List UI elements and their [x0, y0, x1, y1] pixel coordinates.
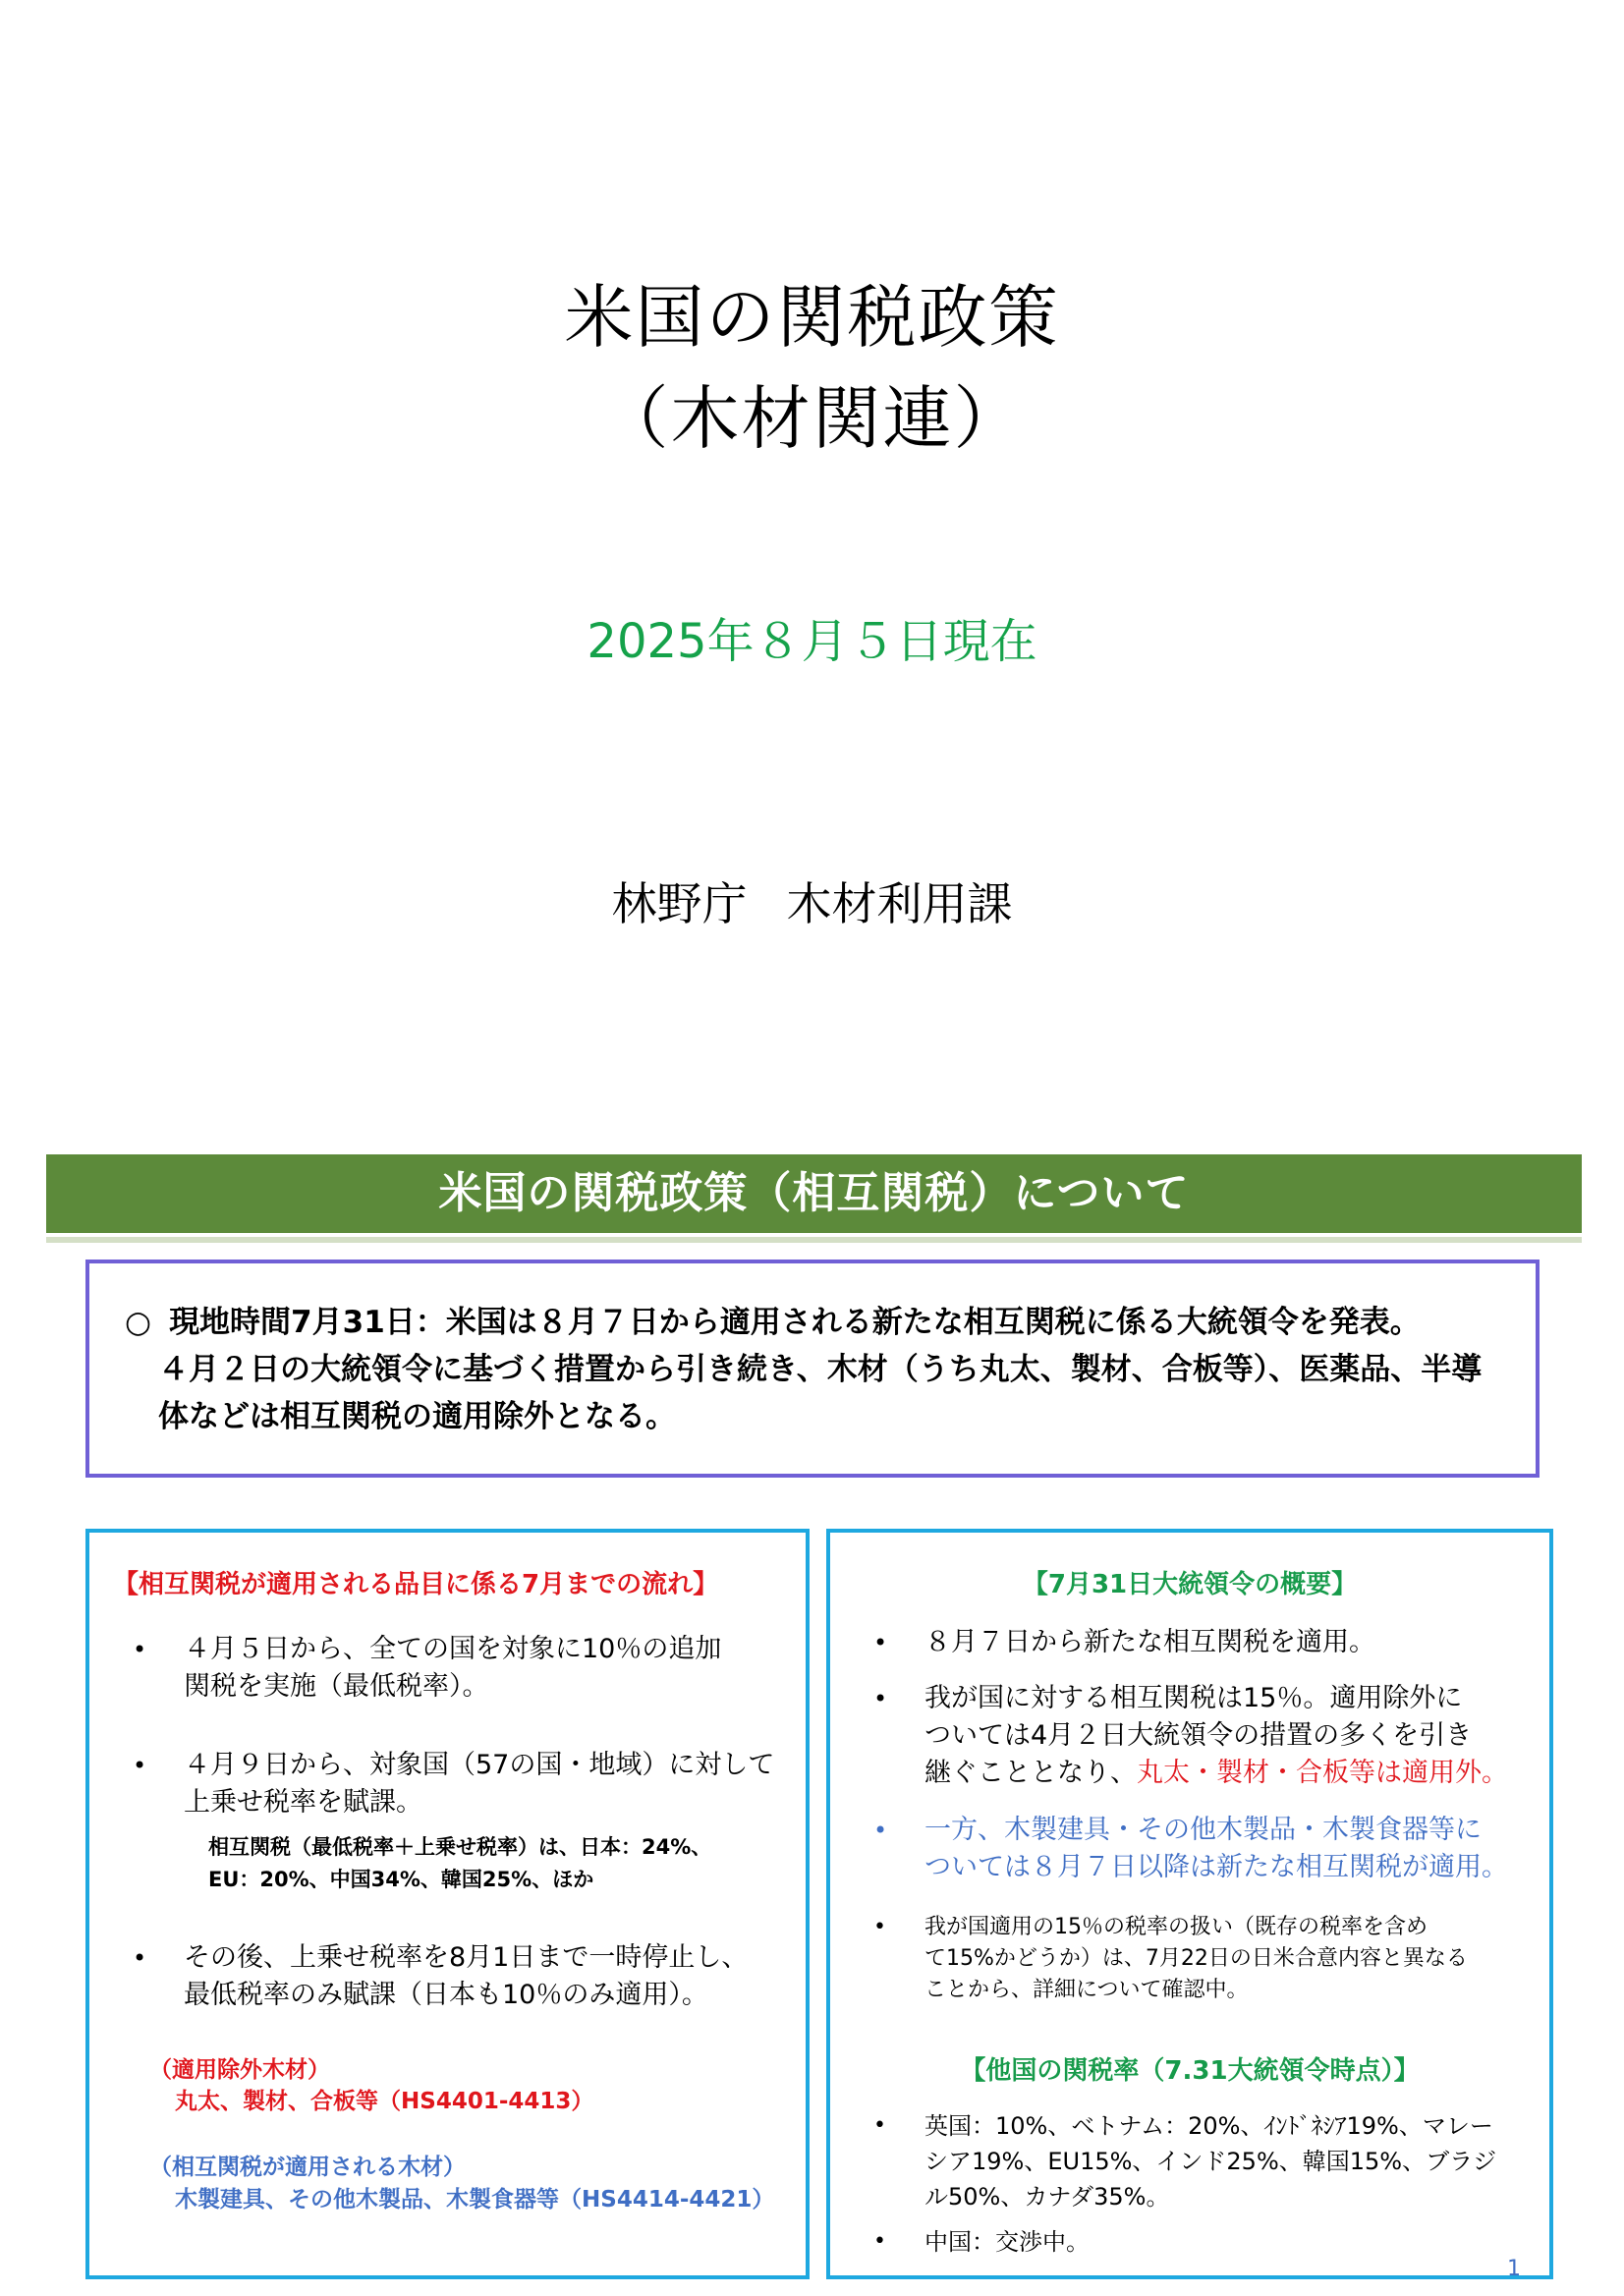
summary-line-2: ４月２日の大統領令に基づく措置から引き続き、木材（うち丸太、製材、合板等）、医薬品、半導 — [158, 1352, 1483, 1387]
right-heading: 【7月31日大統領令の概要】 — [1022, 1570, 1358, 1599]
right-bullet-4-line-2: て15%かどうか）は、7月22日の日米合意内容と異なる — [924, 1946, 1468, 1971]
title-line-1: 米国の関税政策 — [564, 277, 1060, 358]
bullet-dot-icon: • — [873, 2229, 886, 2254]
right-heading-2: 【他国の関税率（7.31大統領令時点）】 — [960, 2056, 1420, 2086]
title-line-2: （木材関連） — [599, 378, 1025, 459]
right-bullet-2-line-3-b: 丸太・製材・合板等は適用外。 — [1137, 1758, 1508, 1788]
summary-line-1 — [125, 1299, 1510, 1346]
left-note-line-2: EU：20%、中国34%、韓国25%、ほか — [208, 1868, 594, 1891]
right-bullet-2-line-2: ついては4月２日大統領令の措置の多くを引き — [924, 1720, 1473, 1751]
bullet-dot-icon: • — [873, 1817, 888, 1844]
right-bullet-5 — [873, 2108, 1514, 2214]
excluded-wood-label: （適用除外木材） — [149, 2057, 330, 2083]
summary-line-1-text: 現地時間7月31日：米国は８月７日から適用される新たな相互関税に係る大統領令を発表。 — [169, 1305, 1421, 1340]
summary-text — [125, 1299, 1510, 1440]
right-bullet-6 — [873, 2224, 1514, 2260]
date: 2025年８月５日現在 — [587, 614, 1037, 669]
left-heading: 【相互関税が適用される品目に係る7月までの流れ】 — [113, 1570, 719, 1599]
right-bullet-6-text: 中国：交渉中。 — [924, 2228, 1090, 2256]
summary-box — [85, 1260, 1540, 1478]
bullet-dot-icon: • — [873, 1685, 888, 1712]
right-column — [826, 1529, 1553, 2279]
right-bullet-5-line-1: 英国：10%、ベトナム：20%、ｲﾝﾄﾞﾈｼｱ19%、マレー — [924, 2112, 1493, 2140]
left-note-line-1: 相互関税（最低税率＋上乗せ税率）は、日本：24%、 — [208, 1835, 712, 1859]
excluded-wood-items: 丸太、製材、合板等（HS4401-4413） — [175, 2089, 594, 2114]
page-number: 1 — [1507, 2257, 1521, 2281]
left-bullet-3 — [133, 1939, 793, 2014]
section-banner: 米国の関税政策（相互関税）について — [46, 1154, 1582, 1233]
left-bullet-3-line-1: その後、上乗せ税率を8月1日まで一時停止し、 — [184, 1942, 749, 1973]
summary-line-3: 体などは相互関税の適用除外となる。 — [158, 1399, 676, 1434]
right-bullet-2 — [873, 1680, 1543, 1792]
right-bullet-2-line-3-a: 継ぐこととなり、 — [924, 1758, 1137, 1788]
circle-bullet-icon: ○ — [125, 1305, 152, 1340]
bullet-dot-icon: • — [873, 2113, 886, 2138]
org-division: 木材利用課 — [786, 877, 1013, 930]
bullet-dot-icon: • — [133, 1944, 147, 1972]
left-bullet-3-line-2: 最低税率のみ賦課（日本も10％のみ適用）。 — [184, 1980, 708, 2010]
right-bullet-5-line-2: シア19%、EU15%、インド25%、韓国15%、ブラジ — [924, 2148, 1497, 2175]
left-bullet-1 — [133, 1631, 793, 1706]
right-bullet-1 — [873, 1624, 1543, 1661]
applied-wood-label: （相互関税が適用される木材） — [149, 2155, 466, 2180]
right-bullet-2-line-3 — [924, 1755, 1543, 1792]
banner-shadow — [46, 1237, 1582, 1243]
right-bullet-1-text: ８月７日から新たな相互関税を適用。 — [924, 1627, 1375, 1657]
left-bullet-1-line-1: ４月５日から、全ての国を対象に10％の追加 — [184, 1634, 722, 1664]
left-bullet-2 — [133, 1747, 793, 1821]
right-bullet-2-line-1: 我が国に対する相互関税は15％。適用除外に — [924, 1683, 1463, 1713]
right-bullet-4-line-3: ことから、詳細について確認中。 — [924, 1978, 1249, 2002]
bullet-dot-icon: • — [133, 1636, 147, 1663]
right-bullet-5-line-3: ル50%、カナダ35%。 — [924, 2183, 1170, 2211]
left-bullet-1-line-2: 関税を実施（最低税率）。 — [184, 1671, 489, 1702]
right-bullet-4-line-1: 我が国適用の15％の税率の扱い（既存の税率を含め — [924, 1915, 1428, 1939]
left-note — [208, 1831, 788, 1896]
applied-wood-items: 木製建具、その他木製品、木製食器等（HS4414-4421） — [175, 2187, 775, 2212]
right-bullet-3-line-2: ついては８月７日以降は新たな相互関税が適用。 — [924, 1852, 1508, 1882]
right-bullet-3 — [873, 1812, 1543, 1886]
organization — [0, 872, 1624, 935]
right-bullet-4 — [873, 1912, 1543, 2006]
bullet-dot-icon: • — [133, 1752, 147, 1779]
left-bullet-2-line-2: 上乗せ税率を賦課。 — [184, 1787, 422, 1818]
org-agency: 林野庁 — [611, 877, 748, 930]
left-column — [85, 1529, 810, 2279]
right-bullet-3-line-1: 一方、木製建具・その他木製品・木製食器等に — [924, 1815, 1482, 1845]
left-bullet-2-line-1: ４月９日から、対象国（57の国・地域）に対して — [184, 1750, 775, 1780]
bullet-dot-icon: • — [873, 1915, 886, 1939]
bullet-dot-icon: • — [873, 1629, 888, 1656]
